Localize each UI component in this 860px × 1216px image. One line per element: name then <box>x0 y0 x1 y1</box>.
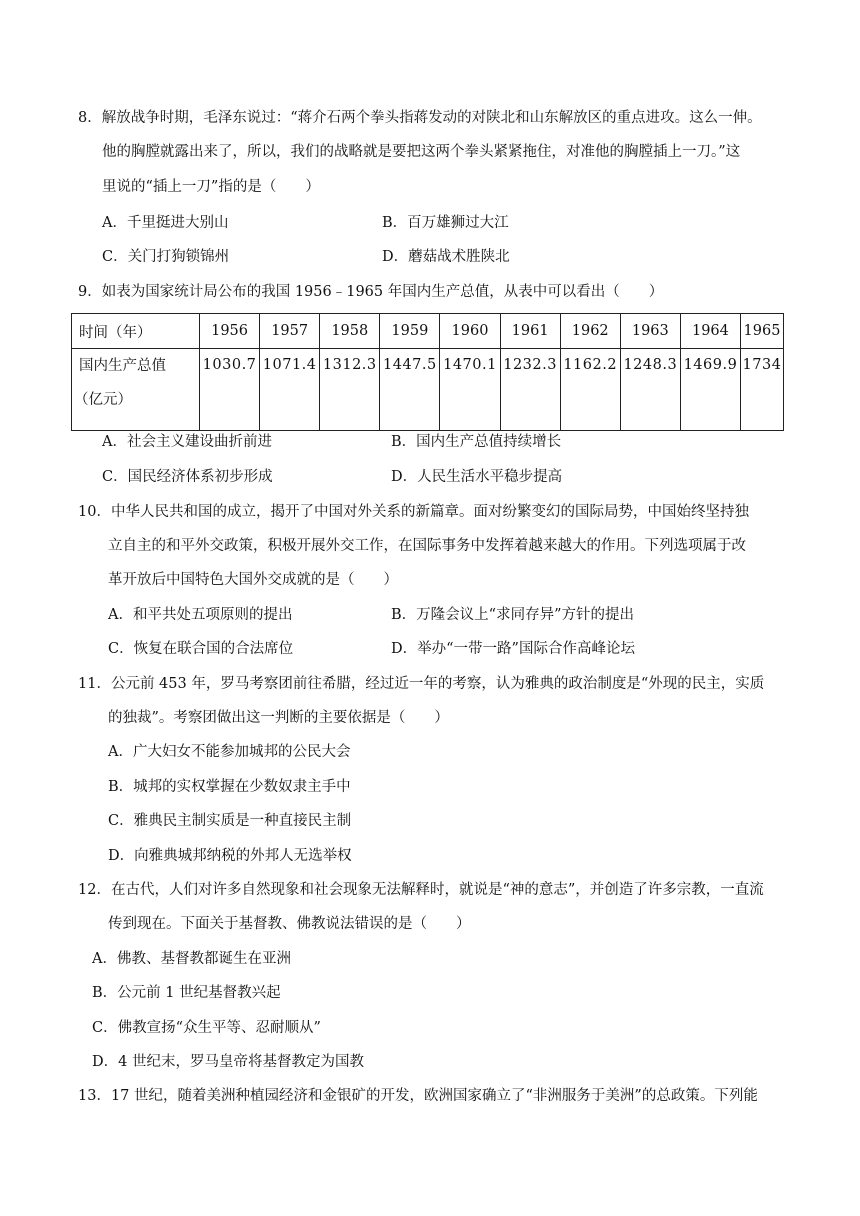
table-row-label <box>72 349 200 431</box>
question-9-option-c: C．国民经济体系初步形成 <box>102 469 273 485</box>
table-value-cell: 1734 <box>741 349 784 431</box>
question-12-stem-line-1: 12．在古代，人们对许多自然现象和社会现象无法解释时，就说是“神的意志”，并创造了许多宗教，一直流 <box>78 882 764 898</box>
question-11-stem-line-1: 11．公元前 453 年，罗马考察团前往希腊，经过近一年的考察，认为雅典的政治制度是“外现的民主，实质 <box>78 676 765 692</box>
question-10-stem-line-1: 10．中华人民共和国的成立，揭开了中国对外关系的新篇章。面对纷繁变幻的国际局势，中国始终坚持独 <box>78 504 749 520</box>
question-11-option-c: C．雅典民主制实质是一种直接民主制 <box>108 813 352 829</box>
question-8-option-d: D．蘑菇战术胜陕北 <box>382 249 510 265</box>
question-9-option-a: A．社会主义建设曲折前进 <box>102 434 272 450</box>
table-row <box>72 314 784 349</box>
question-8-option-a: A．千里挺进大别山 <box>102 215 229 231</box>
question-11-stem-line-2: 的独裁”。考察团做出这一判断的主要依据是（ ） <box>108 710 449 726</box>
table-value-cell: 1312.3 <box>320 349 380 431</box>
question-11-option-b: B．城邦的实权掌握在少数奴隶主手中 <box>108 779 351 795</box>
table-row-label-line-2: （亿元） <box>74 392 132 408</box>
question-12-stem-line-2: 传到现在。下面关于基督教、佛教说法错误的是（ ） <box>108 916 471 932</box>
question-9-option-b: B．国内生产总值持续增长 <box>391 434 562 450</box>
question-10-stem-line-2: 立自主的和平外交政策，积极开展外交工作，在国际事务中发挥着越来越大的作用。下列选项属于改 <box>108 538 746 554</box>
table-row-label-line-1: 国内生产总值 <box>79 358 166 374</box>
gdp-table <box>71 313 784 431</box>
question-10-stem-line-3: 革开放后中国特色大国外交成就的是（ ） <box>108 572 398 588</box>
table-year-cell: 1956 <box>200 314 260 349</box>
table-year-cell: 1957 <box>260 314 320 349</box>
table-year-cell: 1962 <box>560 314 620 349</box>
table-row <box>72 349 784 431</box>
question-8-stem-line-2: 他的胸膛就露出来了，所以，我们的战略就是要把这两个拳头紧紧拖住，对准他的胸膛插上一刀。”这 <box>102 144 741 160</box>
table-year-cell: 1960 <box>440 314 500 349</box>
table-value-cell: 1248.3 <box>620 349 680 431</box>
table-value-cell: 1470.1 <box>440 349 500 431</box>
question-13-stem-line-1: 13．17 世纪，随着美洲种植园经济和金银矿的开发，欧洲国家确立了“非洲服务于美洲”的总政策。下列能 <box>78 1088 758 1104</box>
question-10-option-b: B．万隆会议上“求同存异”方针的提出 <box>391 607 634 623</box>
table-value-cell: 1469.9 <box>680 349 740 431</box>
table-year-cell: 1961 <box>500 314 560 349</box>
table-header-label: 时间（年） <box>72 314 200 349</box>
question-11-option-a: A．广大妇女不能参加城邦的公民大会 <box>108 744 351 760</box>
question-9-option-d: D．人民生活水平稳步提高 <box>391 469 563 485</box>
question-12-option-b: B．公元前 1 世纪基督教兴起 <box>92 985 281 1001</box>
question-10-option-c: C．恢复在联合国的合法席位 <box>108 641 294 657</box>
table-value-cell: 1232.3 <box>500 349 560 431</box>
question-8-option-b: B．百万雄狮过大江 <box>382 215 509 231</box>
question-10-option-d: D．举办“一带一路”国际合作高峰论坛 <box>391 641 635 657</box>
question-9-stem: 9．如表为国家统计局公布的我国 1956﹣1965 年国内生产总值，从表中可以看出（ ） <box>78 284 664 300</box>
table-year-cell: 1964 <box>680 314 740 349</box>
table-year-cell: 1958 <box>320 314 380 349</box>
question-8-option-c: C．关门打狗锁锦州 <box>102 249 230 265</box>
question-11-option-d: D．向雅典城邦纳税的外邦人无选举权 <box>108 848 352 864</box>
table-value-cell: 1162.2 <box>560 349 620 431</box>
question-12-option-c: C．佛教宣扬“众生平等、忍耐顺从” <box>92 1020 321 1036</box>
table-value-cell: 1030.7 <box>200 349 260 431</box>
table-year-cell: 1959 <box>380 314 440 349</box>
question-12-option-d: D．4 世纪末，罗马皇帝将基督教定为国教 <box>92 1054 364 1070</box>
table-year-cell: 1965 <box>741 314 784 349</box>
question-10-option-a: A．和平共处五项原则的提出 <box>108 607 293 623</box>
table-year-cell: 1963 <box>620 314 680 349</box>
question-8-stem-line-3: 里说的“插上一刀”指的是（ ） <box>102 179 320 195</box>
table-value-cell: 1071.4 <box>260 349 320 431</box>
table-value-cell: 1447.5 <box>380 349 440 431</box>
question-8-stem-line-1: 8．解放战争时期，毛泽东说过：“蒋介石两个拳头指蒋发动的对陕北和山东解放区的重点进攻。这么一伸。 <box>78 110 762 126</box>
question-12-option-a: A．佛教、基督教都诞生在亚洲 <box>92 951 291 967</box>
